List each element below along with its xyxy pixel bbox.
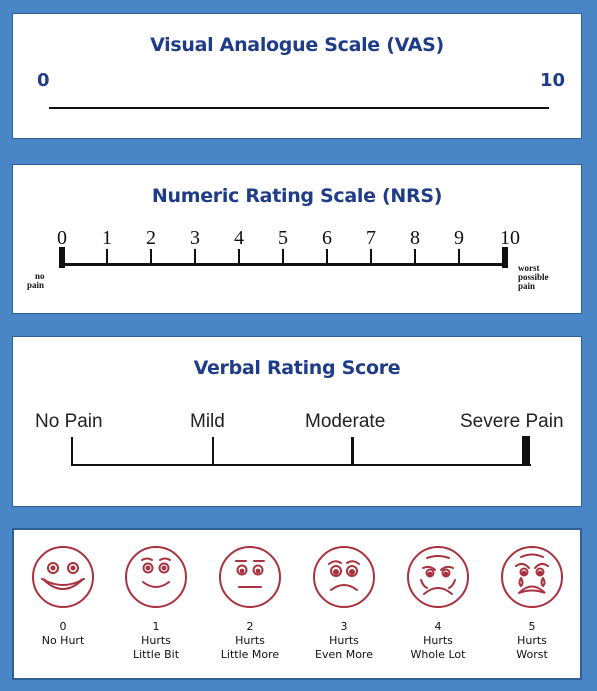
vrs-panel: [12, 336, 582, 507]
face-number-3: 3: [340, 620, 348, 633]
vrs-title: Verbal Rating Score: [193, 357, 401, 379]
face-label-2-line2: Little More: [220, 648, 280, 661]
face-label-1-line2: Little Bit: [132, 648, 180, 661]
face-label-4: [393, 634, 483, 662]
nrs-tick: [326, 249, 328, 265]
face-number-2: 2: [246, 620, 254, 633]
nrs-number-7: 7: [366, 227, 376, 249]
face-number-5: 5: [528, 620, 536, 633]
face-label-2-line1: Hurts: [235, 634, 265, 647]
nrs-tick: [282, 249, 284, 265]
nrs-tick: [370, 249, 372, 265]
face-label-2: [205, 634, 295, 662]
nrs-start-cap: [59, 247, 65, 268]
no-hurt-face-icon: [30, 544, 96, 610]
vrs-label-mild: Mild: [190, 411, 225, 432]
nrs-tick: [458, 249, 460, 265]
nrs-left-label-line2: pain: [27, 280, 45, 290]
nrs-tick: [150, 249, 152, 265]
nrs-panel: [12, 164, 582, 314]
vrs-baseline: [71, 464, 531, 466]
nrs-right-label-line1: worst: [518, 263, 540, 273]
vrs-tick-moderate: [351, 437, 354, 465]
hurts-little-bit-face-icon: [123, 544, 189, 610]
face-number-1: 1: [152, 620, 160, 633]
nrs-number-3: 3: [190, 227, 200, 249]
face-label-1: [111, 634, 201, 662]
face-label-3-line1: Hurts: [329, 634, 359, 647]
nrs-right-label-line3: pain: [518, 281, 536, 291]
face-label-3-line2: Even More: [315, 648, 373, 661]
nrs-number-2: 2: [146, 227, 156, 249]
hurts-little-more-face-icon: [217, 544, 283, 610]
face-label-4-line2: Whole Lot: [410, 648, 466, 661]
nrs-number-9: 9: [454, 227, 464, 249]
nrs-number-0: 0: [57, 227, 67, 249]
face-label-3: [299, 634, 389, 662]
face-label-1-line1: Hurts: [141, 634, 171, 647]
face-number-0: 0: [59, 620, 67, 633]
vrs-tick-no-pain: [71, 437, 73, 465]
nrs-tick: [194, 249, 196, 265]
face-number-4: 4: [434, 620, 442, 633]
hurts-worst-face-icon: [499, 544, 565, 610]
nrs-title: Numeric Rating Scale (NRS): [151, 185, 443, 207]
face-label-4-line1: Hurts: [423, 634, 453, 647]
vas-title: Visual Analogue Scale (VAS): [150, 34, 444, 56]
vas-line: [49, 107, 549, 109]
nrs-left-label-line1: no: [35, 271, 45, 281]
nrs-number-8: 8: [410, 227, 420, 249]
vrs-label-moderate: Moderate: [305, 411, 386, 432]
nrs-number-1: 1: [102, 227, 112, 249]
face-label-0-line1: No Hurt: [41, 634, 85, 647]
vrs-label-severe-pain: Severe Pain: [460, 411, 564, 432]
nrs-end-cap: [502, 247, 508, 268]
nrs-tick: [414, 249, 416, 265]
nrs-baseline: [61, 263, 507, 266]
vas-panel: [12, 13, 582, 139]
nrs-right-label-line2: possible: [518, 272, 549, 282]
faces-panel: [12, 528, 582, 680]
nrs-number-4: 4: [234, 227, 244, 249]
nrs-tick: [106, 249, 108, 265]
vrs-label-no-pain: No Pain: [35, 411, 103, 432]
nrs-tick: [238, 249, 240, 265]
hurts-even-more-face-icon: [311, 544, 377, 610]
vrs-tick-severe-pain: [522, 436, 530, 466]
face-label-5: [487, 634, 577, 662]
nrs-number-10: 10: [500, 227, 520, 249]
vas-max-label: 10: [540, 70, 566, 91]
nrs-number-6: 6: [322, 227, 332, 249]
nrs-number-5: 5: [278, 227, 288, 249]
face-label-0: [18, 634, 108, 648]
face-label-5-line2: Worst: [516, 648, 548, 661]
hurts-whole-lot-face-icon: [405, 544, 471, 610]
vrs-tick-mild: [212, 437, 214, 465]
face-label-5-line1: Hurts: [517, 634, 547, 647]
vas-min-label: 0: [37, 70, 50, 91]
